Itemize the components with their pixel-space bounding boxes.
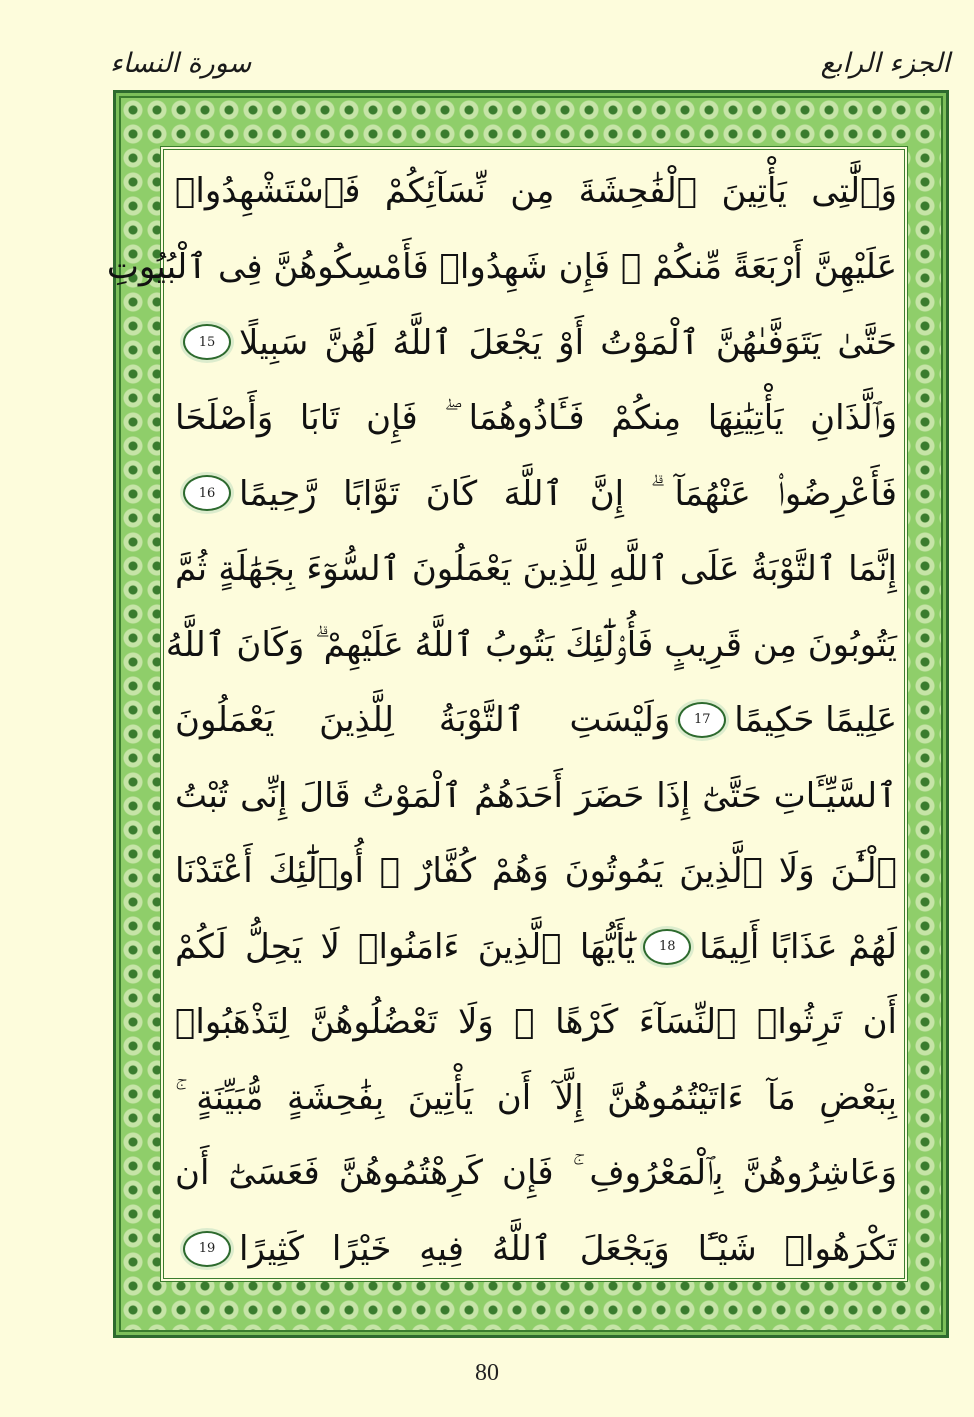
text-line [175,765,897,827]
line-text: ٱلسَّيِّـَٔاتِ حَتَّىٰٓ إِذَا حَضَرَ أَحَدَهُمُ ٱلْمَوْتُ قَالَ إِنِّى تُبْتُ [175,776,897,816]
line-text: عَلَيْهِنَّ أَرْبَعَةً مِّنكُمْ ۖ فَإِن شَهِدُوا۟ فَأَمْسِكُوهُنَّ فِى ٱلْبُيُوتِ [106,247,897,288]
line-text: تَكْرَهُوا۟ شَيْـًٔا وَيَجْعَلَ ٱللَّهُ فِيهِ خَيْرًا كَثِيرًا [239,1229,897,1270]
line-text: وَٱلَّٰتِى يَأْتِينَ ٱلْفَٰحِشَةَ مِن نِّسَآئِكُمْ فَٱسْتَشْهِدُوا۟ [175,171,897,211]
text-line [175,538,897,600]
text-line [175,991,897,1053]
line-text: وَعَاشِرُوهُنَّ بِٱلْمَعْرُوفِ ۚ فَإِن كَرِهْتُمُوهُنَّ فَعَسَىٰٓ أَن [175,1153,897,1194]
text-line [165,613,897,675]
text-line [175,311,897,373]
juz-label: الجزء الرابع [820,47,950,79]
text-line [175,1142,897,1204]
line-text: وَٱلَّذَانِ يَأْتِيَٰنِهَا مِنكُمْ فَـَٔاذُوهُمَا ۖ فَإِن تَابَا وَأَصْلَحَا [175,397,897,438]
line-text: إِنَّمَا ٱلتَّوْبَةُ عَلَى ٱللَّهِ لِلَّذِينَ يَعْمَلُونَ ٱلسُّوٓءَ بِجَهَٰلَةٍ ثُمَّ [175,549,897,590]
text-line [175,1067,897,1129]
surah-label: سورة النساء [110,47,252,79]
text-line [175,689,897,751]
ayah-number-marker: 18 [643,929,691,965]
line-text: ٱلْـَٰٔنَ وَلَا ٱلَّذِينَ يَمُوتُونَ وَهُمْ كُفَّارٌ ۚ أُو۟لَٰٓئِكَ أَعْتَدْنَا [175,851,897,892]
ayah-number-marker: 17 [678,702,726,738]
line-text: حَتَّىٰ يَتَوَفَّىٰهُنَّ ٱلْمَوْتُ أَوْ يَجْعَلَ ٱللَّهُ لَهُنَّ سَبِيلًا [239,322,897,363]
line-text: يَتُوبُونَ مِن قَرِيبٍ فَأُو۟لَٰٓئِكَ يَتُوبُ ٱللَّهُ عَلَيْهِمْ ۗ وَكَانَ ٱللَّهُ [165,624,897,665]
ayah-number-marker: 19 [183,1231,231,1267]
text-line [106,236,897,298]
page-number: 80 [475,1360,499,1386]
line-text: عَلِيمًا حَكِيمًا [734,699,897,740]
text-line [175,387,897,449]
line-text: لَهُمْ عَذَابًا أَلِيمًا [699,926,897,967]
line-text: فَأَعْرِضُوا۟ عَنْهُمَآ ۗ إِنَّ ٱللَّهَ كَانَ تَوَّابًا رَّحِيمًا [239,473,897,514]
text-line [175,1218,897,1280]
line-text: بِبَعْضِ مَآ ءَاتَيْتُمُوهُنَّ إِلَّآ أَن يَأْتِينَ بِفَٰحِشَةٍ مُّبَيِّنَةٍ ۚ [175,1077,897,1118]
ayah-number-marker: 15 [183,324,231,360]
ayah-number-marker: 16 [183,475,231,511]
text-line [175,462,897,524]
quran-text [106,160,897,1280]
text-line [175,916,897,978]
text-line [175,160,897,222]
line-text: أَن تَرِثُوا۟ ٱلنِّسَآءَ كَرْهًا ۖ وَلَا تَعْضُلُوهُنَّ لِتَذْهَبُوا۟ [175,1002,897,1043]
page-header [110,38,950,88]
text-line [175,840,897,902]
line-text-after: وَلَيْسَتِ ٱلتَّوْبَةُ لِلَّذِينَ يَعْمَلُونَ [175,700,671,741]
line-text-after: يَٰٓأَيُّهَا ٱلَّذِينَ ءَامَنُوا۟ لَا يَحِلُّ لَكُمْ [175,926,636,967]
